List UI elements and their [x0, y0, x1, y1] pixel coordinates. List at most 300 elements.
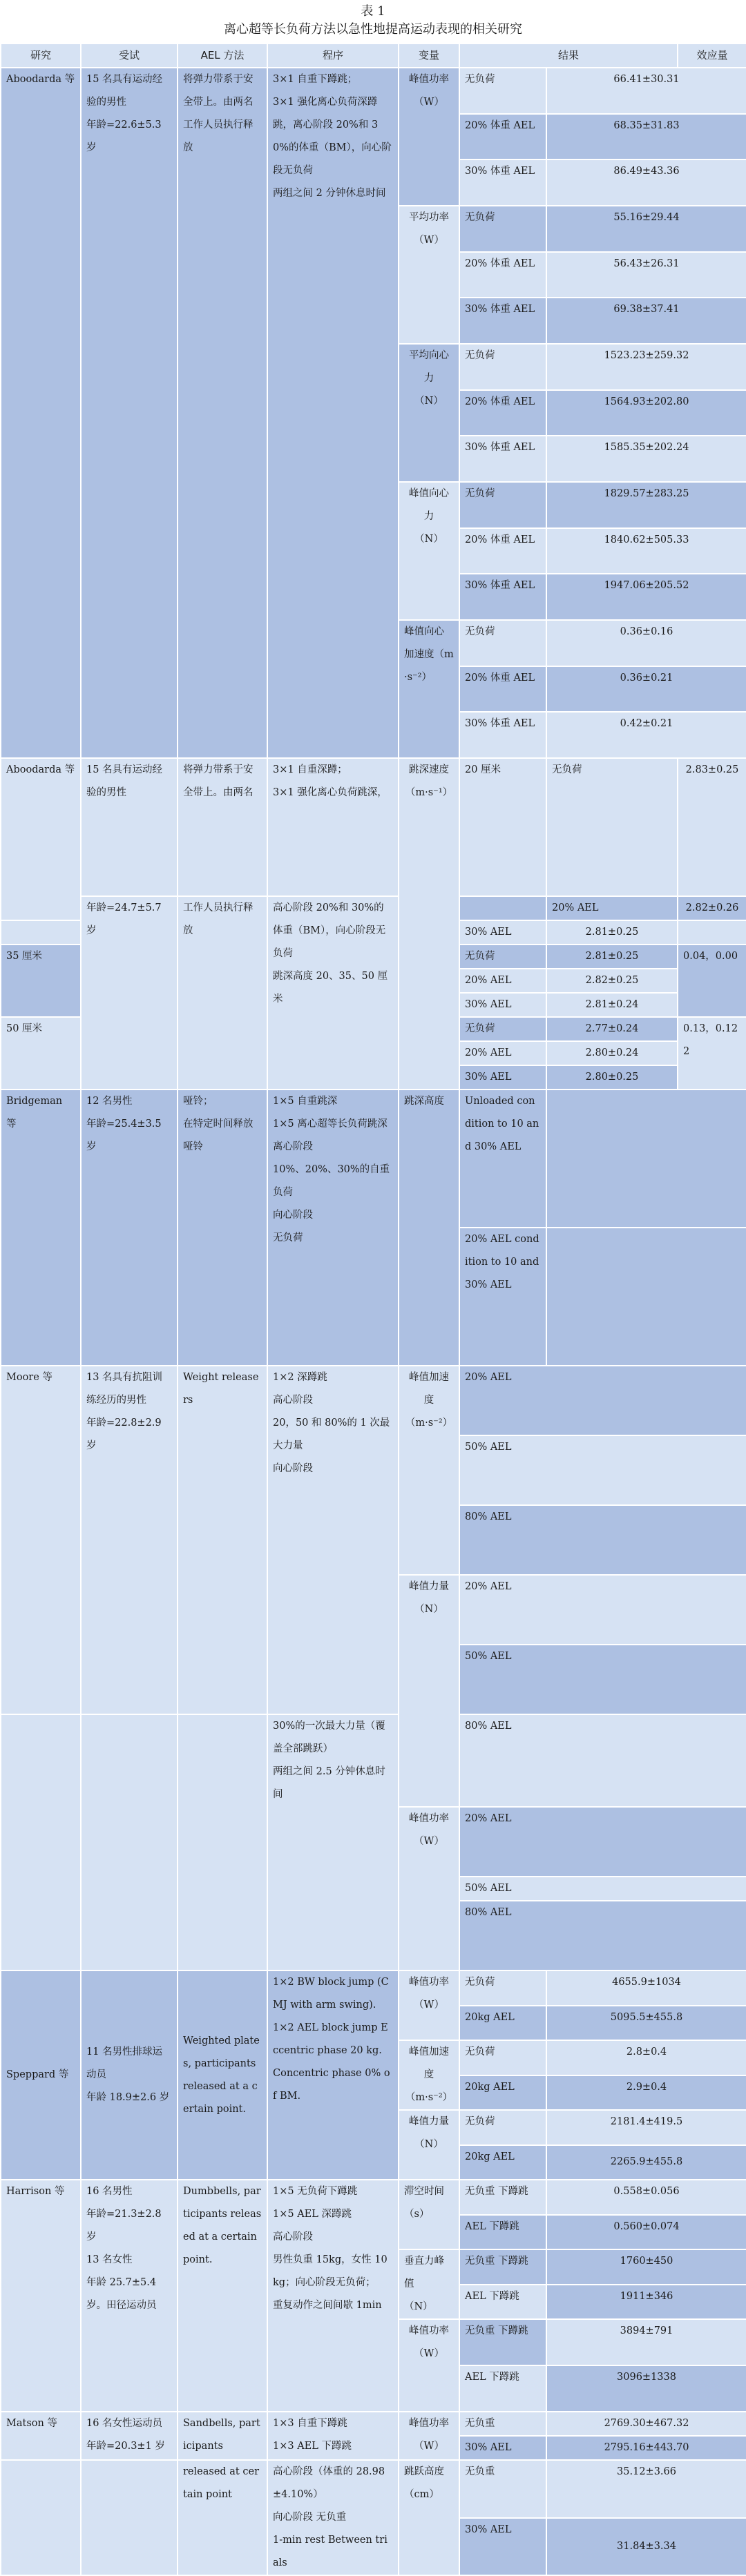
research-table — [0, 43, 746, 2576]
column-header: 效应量 — [678, 43, 746, 68]
cell-text: 高心阶段 20%和 30%的体重（BM），向心阶段无负荷 — [273, 902, 386, 959]
cell-text: 3894±791 — [620, 2325, 673, 2336]
cell-text: （m·s⁻²） — [405, 2092, 453, 2103]
cell-text: 哑铃； — [183, 1096, 213, 1107]
cell-text: 1×5 无负荷下蹲跳 — [273, 2186, 358, 2197]
cell-text: 1×2 AEL block jump Eccentric phase 20 kg. — [273, 2022, 388, 2056]
cell-text: 13 名女性 — [86, 2254, 133, 2265]
table-cell — [399, 2040, 459, 2110]
cell-text: 年龄=24.7±5.7 岁 — [86, 902, 162, 936]
table-cell — [1, 920, 81, 945]
table-cell — [459, 2075, 546, 2111]
cell-text: 高心阶段 — [273, 1395, 313, 1406]
table-cell — [399, 1970, 459, 2040]
table-cell — [178, 1366, 267, 1714]
cell-text: 2.80±0.25 — [585, 1072, 639, 1083]
table-cell — [678, 896, 746, 920]
cell-text: 50% AEL — [465, 1883, 512, 1894]
table-row — [1, 2460, 746, 2518]
table-cell — [459, 2319, 546, 2365]
cell-text: 1911±346 — [620, 2290, 673, 2302]
table-cell — [81, 1714, 178, 1970]
cell-text: 10%、20%、30%的自重负荷 — [273, 1164, 390, 1198]
table-cell — [459, 2040, 546, 2075]
cell-text: 向心阶段 — [273, 1210, 313, 1221]
cell-text: 13 名具有抗阻训练经历的男性 — [86, 1372, 163, 1406]
cell-text: 跳深高度 20、35、50 厘米 — [273, 971, 388, 1005]
table-cell — [267, 68, 399, 758]
table-cell — [1, 1090, 81, 1366]
table-cell — [399, 482, 459, 620]
table-cell — [1, 1714, 81, 1970]
cell-text: （m·s⁻¹） — [405, 787, 453, 798]
cell-text: 0.13，0.122 — [683, 1023, 738, 1057]
cell-text: 20% 体重 AEL — [465, 672, 535, 684]
table-cell — [546, 2365, 746, 2412]
table-cell — [459, 712, 546, 758]
column-header: 受试 — [81, 43, 178, 68]
table-cell — [546, 945, 678, 969]
table-cell — [459, 1645, 746, 1714]
cell-text: 重复动作之间间歇 1min — [273, 2300, 382, 2311]
table-cell — [399, 1090, 459, 1366]
table-cell — [546, 206, 746, 252]
table-cell — [546, 2006, 746, 2041]
cell-text: 2.82±0.25 — [585, 975, 639, 986]
cell-text: 12 名男性 — [86, 1096, 133, 1107]
cell-text: 20kg AEL — [465, 2151, 515, 2162]
table-cell — [399, 2180, 459, 2249]
table-number: 表 1 — [361, 4, 385, 19]
table-cell — [546, 390, 746, 436]
table-cell — [459, 2285, 546, 2320]
cell-text: 无负荷 — [465, 350, 495, 361]
cell-text: 0.558±0.056 — [613, 2186, 680, 2197]
cell-text: 高心阶段（体重的 28.98±4.10%） — [273, 2466, 385, 2500]
table-row — [1, 1970, 746, 2006]
table-cell — [546, 993, 678, 1017]
cell-text: 无负重 — [465, 2466, 495, 2477]
cell-text: （W） — [414, 2441, 444, 2452]
table-row — [1, 758, 746, 896]
table-row — [1, 2180, 746, 2215]
table-cell — [459, 2145, 546, 2180]
cell-text: 1×5 AEL 深蹲跳 — [273, 2209, 352, 2220]
table-row — [1, 1090, 746, 1228]
cell-text: 2.77±0.24 — [585, 1023, 639, 1034]
table-cell — [546, 896, 678, 920]
table-cell — [459, 620, 546, 666]
table-cell — [459, 2006, 546, 2041]
cell-text: 30% 体重 AEL — [465, 580, 535, 592]
cell-text: （N） — [414, 534, 443, 545]
table-cell — [178, 2180, 267, 2412]
cell-text: 无负重 下蹲跳 — [465, 2325, 528, 2336]
table-cell — [546, 2145, 746, 2180]
table-cell — [459, 1575, 746, 1645]
cell-text: 无负重 — [465, 2418, 495, 2429]
table-cell — [267, 896, 399, 1090]
table-row — [1, 1714, 746, 1807]
cell-text: 50% AEL — [465, 1442, 512, 1453]
table-cell — [546, 114, 746, 160]
table-cell — [459, 252, 546, 298]
column-header: 程序 — [267, 43, 399, 68]
table-cell — [546, 1017, 678, 1041]
cell-text: 年龄 18.9±2.6 岁 — [86, 2092, 170, 2103]
cell-text: Harrison 等 — [6, 2186, 65, 2197]
cell-text: 峰值功率 — [409, 74, 449, 85]
cell-text: 50 厘米 — [6, 1023, 43, 1034]
cell-text: 20kg AEL — [465, 2011, 515, 2023]
cell-text: 无负荷 — [465, 951, 495, 962]
table-cell — [178, 1714, 267, 1970]
cell-text: 1829.57±283.25 — [604, 488, 689, 499]
cell-text: 30%的一次最大力量（覆盖全部跳跃） — [273, 1721, 385, 1754]
table-cell — [459, 1041, 546, 1065]
cell-text: released at certain point — [183, 2466, 260, 2500]
table-cell — [267, 1366, 399, 1714]
cell-text: 平均向心力 — [409, 350, 449, 384]
table-cell — [546, 574, 746, 620]
cell-text: 年龄=22.8±2.9 岁 — [86, 1417, 162, 1451]
cell-text: Dumbbells, participants released at a certain point. — [183, 2186, 262, 2265]
cell-text: 1×2 深蹲跳 — [273, 1372, 327, 1383]
cell-text: 20% AEL — [465, 1581, 512, 1592]
cell-text: Sandbells, participants — [183, 2418, 260, 2452]
table-cell — [399, 1575, 459, 1807]
table-cell — [267, 2180, 399, 2412]
table-cell — [1, 2412, 81, 2460]
table-row — [1, 1366, 746, 1435]
table-cell — [459, 159, 546, 206]
cell-text: 20% AEL — [552, 902, 599, 913]
cell-text: 将弹力带系于安全带上。由两名工作人员执行释放 — [183, 74, 254, 153]
cell-text: 无负荷 — [465, 2116, 495, 2127]
cell-text: 1760±450 — [620, 2256, 673, 2267]
table-cell — [1, 945, 81, 1017]
table-cell — [459, 528, 546, 574]
cell-text: 30% AEL — [465, 999, 512, 1010]
column-header: AEL 方法 — [178, 43, 267, 68]
table-cell — [546, 1228, 746, 1366]
cell-text: 1947.06±205.52 — [604, 580, 689, 592]
table-row — [1, 68, 746, 114]
table-cell — [546, 2285, 746, 2320]
table-cell — [459, 2460, 546, 2518]
cell-text: 无负重 下蹲跳 — [465, 2186, 528, 2197]
table-cell — [546, 1090, 746, 1228]
table-cell — [81, 758, 178, 896]
cell-text: 高心阶段 — [273, 2231, 313, 2243]
table-cell — [81, 896, 178, 1090]
table-cell — [267, 1090, 399, 1366]
table-cell — [399, 2319, 459, 2412]
cell-text: 55.16±29.44 — [613, 212, 680, 223]
cell-text: 2.82±0.26 — [685, 902, 739, 913]
cell-text: 年龄=22.6±5.3 岁 — [86, 119, 162, 153]
table-cell — [546, 1970, 746, 2006]
cell-text: 年龄=21.3±2.8 岁 — [86, 2209, 162, 2243]
cell-text: （W） — [414, 1836, 444, 1847]
cell-text: 2.81±0.25 — [585, 927, 639, 938]
cell-text: 30% AEL — [465, 2524, 512, 2535]
cell-text: 峰值向心力 — [409, 488, 449, 522]
cell-text: 跳跃高度 — [404, 2466, 444, 2477]
cell-text: 20% 体重 AEL — [465, 396, 535, 407]
cell-text: 15 名具有运动经验的男性 — [86, 764, 163, 798]
cell-text: 垂直力峰值 — [404, 2256, 444, 2289]
column-header: 研究 — [1, 43, 81, 68]
cell-text: 80% AEL — [465, 1907, 512, 1918]
table-row — [1, 896, 746, 920]
table-cell — [399, 758, 459, 1090]
cell-text: 2.83±0.25 — [685, 764, 739, 775]
table-cell — [459, 298, 546, 344]
cell-text: 无负荷 — [465, 74, 495, 85]
cell-text: 31.84±3.34 — [617, 2540, 676, 2552]
table-cell — [546, 2249, 746, 2285]
table-cell — [267, 758, 399, 896]
cell-text: 1564.93±202.80 — [604, 396, 689, 407]
table-cell — [178, 68, 267, 758]
table-cell — [546, 2518, 746, 2576]
cell-text: 0.42±0.21 — [620, 718, 673, 730]
cell-text: 2795.16±443.70 — [604, 2442, 689, 2453]
table-cell — [546, 1065, 678, 1090]
cell-text: 无负荷 — [552, 764, 582, 775]
table-cell — [546, 2075, 746, 2111]
cell-text: 30% 体重 AEL — [465, 442, 535, 454]
table-cell — [546, 666, 746, 713]
table-cell — [459, 482, 546, 528]
cell-text: 1×3 AEL 下蹲跳 — [273, 2441, 352, 2452]
cell-text: 无负荷 — [465, 1023, 495, 1034]
cell-text: 3×1 自重深蹲； — [273, 764, 347, 775]
cell-text: Moore 等 — [6, 1372, 52, 1383]
table-cell — [81, 1366, 178, 1714]
table-cell — [459, 1901, 746, 1970]
table-cell — [399, 2460, 459, 2575]
table-cell — [546, 2412, 746, 2436]
cell-text: 0.560±0.074 — [613, 2220, 680, 2232]
table-cell — [459, 2215, 546, 2250]
table-cell — [178, 758, 267, 896]
table-cell — [459, 969, 546, 993]
cell-text: 1-min rest Between trials — [273, 2535, 388, 2568]
cell-text: AEL 下蹲跳 — [465, 2372, 519, 2383]
cell-text: 无负荷 — [465, 1977, 495, 1988]
cell-text: 1×3 自重下蹲跳 — [273, 2418, 347, 2429]
table-cell — [267, 1970, 399, 2180]
cell-text: 跳深速度 — [409, 764, 449, 775]
table-cell — [459, 1877, 746, 1901]
cell-text: 峰值功率 — [409, 2418, 449, 2429]
cell-text: 年龄=25.4±3.5 岁 — [86, 1118, 162, 1152]
cell-text: 3×1 强化离心负荷深蹲跳，离心阶段 20%和 30%的体重（BM），向心阶段无负荷 — [273, 97, 392, 176]
cell-text: 1×5 离心超等长负荷跳深 — [273, 1118, 388, 1130]
table-cell — [546, 298, 746, 344]
cell-text: 80% AEL — [465, 1511, 512, 1522]
table-cell — [678, 920, 746, 945]
table-cell — [459, 206, 546, 252]
cell-text: （W） — [414, 235, 444, 246]
table-cell — [81, 1970, 178, 2180]
table-cell — [81, 68, 178, 758]
table-cell — [459, 1065, 546, 1090]
cell-text: 向心阶段 — [273, 1463, 313, 1474]
cell-text: 35.12±3.66 — [617, 2466, 676, 2477]
table-cell — [178, 1970, 267, 2180]
cell-text: Bridgeman 等 — [6, 1096, 63, 1130]
table-cell — [459, 1090, 546, 1228]
table-cell — [399, 2412, 459, 2460]
cell-text: Speppard 等 — [6, 2069, 69, 2080]
table-cell — [267, 2412, 399, 2460]
cell-text: 无负荷 — [465, 626, 495, 637]
table-cell — [459, 1505, 746, 1575]
cell-text: 年龄 25.7±5.4 岁。田径运动员 — [86, 2277, 157, 2311]
table-cell — [81, 2412, 178, 2460]
table-cell — [81, 2180, 178, 2412]
cell-text: Unloaded condition to 10 and 30% AEL — [465, 1096, 539, 1152]
table-cell — [459, 896, 546, 920]
cell-text: 20% AEL — [465, 1813, 512, 1824]
table-cell — [459, 2365, 546, 2412]
table-cell — [678, 758, 746, 896]
table-cell — [546, 252, 746, 298]
cell-text: 离心阶段 — [273, 1141, 313, 1152]
table-cell — [459, 390, 546, 436]
table-cell — [399, 620, 459, 758]
cell-text: 无负荷 — [465, 2046, 495, 2057]
cell-text: AEL 下蹲跳 — [465, 2220, 519, 2232]
cell-text: 男性负重 15kg，女性 10kg；向心阶段无负荷； — [273, 2254, 388, 2288]
table-cell — [459, 945, 546, 969]
cell-text: 20% AEL condition to 10 and 30% AEL — [465, 1234, 539, 1290]
cell-text: 3×1 自重下蹲跳； — [273, 74, 358, 85]
table-cell — [459, 1435, 746, 1505]
cell-text: 1×5 自重跳深 — [273, 1096, 338, 1107]
cell-text: 年龄=20.3±1 岁 — [86, 2441, 165, 2452]
cell-text: 1523.23±259.32 — [604, 350, 689, 361]
table-cell — [1, 2180, 81, 2412]
table-cell — [459, 68, 546, 114]
cell-text: 56.43±26.31 — [613, 258, 680, 269]
cell-text: 0.36±0.16 — [620, 626, 673, 637]
cell-text: 20% 体重 AEL — [465, 258, 535, 269]
cell-text: 工作人员执行释放 — [183, 902, 254, 936]
cell-text: 80% AEL — [465, 1721, 512, 1732]
cell-text: 2.81±0.25 — [585, 951, 639, 962]
cell-text: 2.81±0.24 — [585, 999, 639, 1010]
table-cell — [267, 2460, 399, 2575]
cell-text: 30% AEL — [465, 1072, 512, 1083]
column-header: 变量 — [399, 43, 459, 68]
cell-text: 1585.35±202.24 — [604, 442, 689, 454]
table-cell — [1, 758, 81, 920]
table-cell — [546, 2460, 746, 2518]
cell-text: 50% AEL — [465, 1651, 512, 1662]
cell-text: AEL 下蹲跳 — [465, 2290, 519, 2302]
cell-text: （W） — [414, 97, 444, 108]
cell-text: 20% AEL — [465, 1047, 512, 1058]
table-cell — [81, 1090, 178, 1366]
cell-text: 峰值力量 — [409, 2116, 449, 2127]
table-cell — [399, 1366, 459, 1575]
cell-text: 30% AEL — [465, 927, 512, 938]
cell-text: 2.80±0.24 — [585, 1047, 639, 1058]
cell-text: 无负荷 — [465, 212, 495, 223]
table-cell — [546, 2110, 746, 2145]
table-cell — [81, 2460, 178, 2575]
table-cell — [459, 993, 546, 1017]
cell-text: 无负重 下蹲跳 — [465, 2256, 528, 2267]
table-cell — [399, 2249, 459, 2319]
table-cell — [459, 1714, 746, 1807]
table-cell — [546, 68, 746, 114]
cell-text: 20，50 和 80%的 1 次最大力量 — [273, 1417, 390, 1451]
cell-text: （N） — [414, 1604, 443, 1615]
cell-text: 峰值加速度 — [409, 2046, 449, 2080]
table-title: 离心超等长负荷方法以急性地提高运动表现的相关研究 — [224, 22, 522, 37]
cell-text: （N） — [414, 396, 443, 407]
table-cell — [459, 920, 546, 945]
cell-text: 两组之间 2 分钟休息时间 — [273, 188, 386, 199]
table-cell — [399, 2110, 459, 2180]
cell-text: Weight releasers — [183, 1372, 259, 1406]
table-cell — [399, 344, 459, 482]
table-cell — [678, 1017, 746, 1090]
table-cell — [546, 969, 678, 993]
cell-text: （N） — [414, 2139, 443, 2150]
cell-text: 30% 体重 AEL — [465, 718, 535, 730]
cell-text: 2769.30±467.32 — [604, 2418, 689, 2429]
table-cell — [459, 1807, 746, 1877]
table-cell — [267, 1714, 399, 1970]
cell-text: 30% AEL — [465, 2442, 512, 2453]
table-cell — [459, 666, 546, 713]
cell-text: 平均功率 — [409, 212, 449, 223]
cell-text: 峰值功率 — [409, 2325, 449, 2336]
table-cell — [546, 344, 746, 390]
cell-text: 3096±1338 — [617, 2372, 676, 2383]
cell-text: （W） — [414, 1999, 444, 2011]
cell-text: 峰值加速度 — [409, 1372, 449, 1406]
cell-text: Aboodarda 等 — [6, 764, 75, 775]
cell-text: 0.04，0.00 — [683, 951, 738, 962]
table-cell — [178, 2460, 267, 2575]
cell-text: 4655.9±1034 — [612, 1977, 681, 1988]
cell-text: Matson 等 — [6, 2418, 57, 2429]
table-cell — [546, 920, 678, 945]
cell-text: 2.8±0.4 — [626, 2046, 667, 2057]
cell-text: Concentric phase 0% of BM. — [273, 2068, 390, 2102]
cell-text: 20% AEL — [465, 975, 512, 986]
table-cell — [678, 945, 746, 1017]
table-cell — [178, 1090, 267, 1366]
table-cell — [399, 68, 459, 206]
cell-text: 20 厘米 — [465, 764, 501, 775]
cell-text: 峰值功率 — [409, 1813, 449, 1824]
cell-text: 15 名具有运动经验的男性 — [86, 74, 163, 108]
table-cell — [1, 68, 81, 758]
cell-text: 峰值功率 — [409, 1977, 449, 1988]
cell-text: 1×2 BW block jump (CMJ with arm swing). — [273, 1977, 389, 2011]
table-cell — [399, 1807, 459, 1970]
cell-text: 69.38±37.41 — [613, 304, 680, 316]
cell-text: （s） — [404, 2209, 430, 2220]
